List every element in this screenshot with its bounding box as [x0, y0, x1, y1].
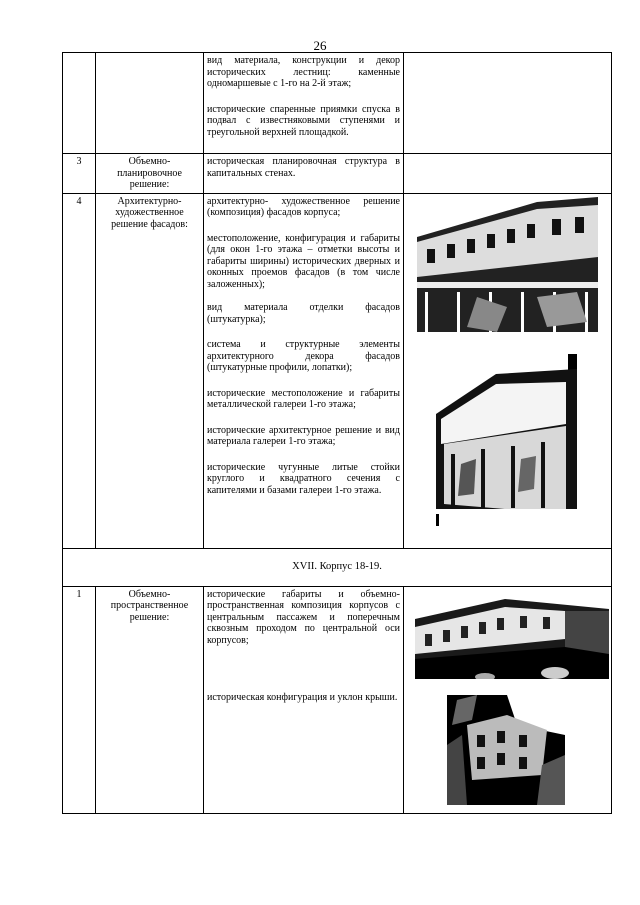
- row-number: 1: [63, 586, 96, 813]
- description-item: исторические чугунные литые стойки круглого и квадратного сечения с капителями и базами галереи 1-го этажа.: [207, 461, 400, 496]
- building-photo: [415, 599, 609, 686]
- roof-photo: [447, 695, 565, 805]
- protected-elements-table: [62, 52, 612, 814]
- table-row: [63, 193, 612, 548]
- row-name: [96, 53, 204, 154]
- gallery-photo: [436, 354, 577, 526]
- row-description: [204, 154, 404, 194]
- page-number: 26: [313, 38, 327, 53]
- table-row: [63, 586, 612, 813]
- description-item: вид материала, конструкции и декор исторических лестниц: каменные одномаршевые с 1-го на 2-й этаж;: [207, 55, 400, 89]
- row-description: [204, 586, 404, 813]
- photo-cell: [404, 193, 612, 548]
- row-number: 3: [63, 154, 96, 194]
- description-item: система и структурные элементы архитектурного декора фасадов (штукатурные профили, лопатки);: [207, 339, 400, 373]
- section-title: XVII. Корпус 18-19.: [63, 548, 612, 586]
- photo-cell: [404, 586, 612, 813]
- photo-cell: [404, 53, 612, 154]
- description-item: историческая конфигурация и уклон крыши.: [207, 692, 398, 703]
- description-item: исторические местоположение и габариты металлической галереи 1-го этажа;: [207, 387, 400, 410]
- description-item: исторические спаренные приямки спуска в подвал с известняковыми ступенями и треугольной верхней площадкой.: [207, 103, 400, 138]
- description-item: вид материала отделки фасадов (штукатурка);: [207, 302, 400, 325]
- row-number: 4: [63, 193, 96, 548]
- row-description: [204, 53, 404, 154]
- table-row: [63, 53, 612, 154]
- row-name: Объемно-пространственное решение:: [96, 586, 204, 813]
- facade-photo: [417, 197, 598, 332]
- section-row: [63, 548, 612, 586]
- photo-cell: [404, 154, 612, 194]
- description-item: местоположение, конфигурация и габариты (для окон 1-го этажа – отметки высоты и габариты ширины) исторических дверных и оконных проемов фасадов (в том числе заложенных);: [207, 232, 400, 290]
- row-name: Архитектурно-художественное решение фасадов:: [96, 193, 204, 548]
- table-row: [63, 154, 612, 194]
- description-item: историческая планировочная структура в капитальных стенах.: [207, 156, 400, 179]
- row-name: Объемно-планировочное решение:: [96, 154, 204, 194]
- description-item: исторические архитектурное решение и вид материала галереи 1-го этажа;: [207, 424, 400, 447]
- row-description: [204, 193, 404, 548]
- description-item: исторические габариты и объемно-пространственная композиция корпусов с центральным пассажем и поперечным сквозным проходом по центральной оси корпусов;: [207, 588, 400, 646]
- description-item: архитектурно- художественное решение (композиция) фасадов корпуса;: [207, 195, 400, 218]
- row-number: [63, 53, 96, 154]
